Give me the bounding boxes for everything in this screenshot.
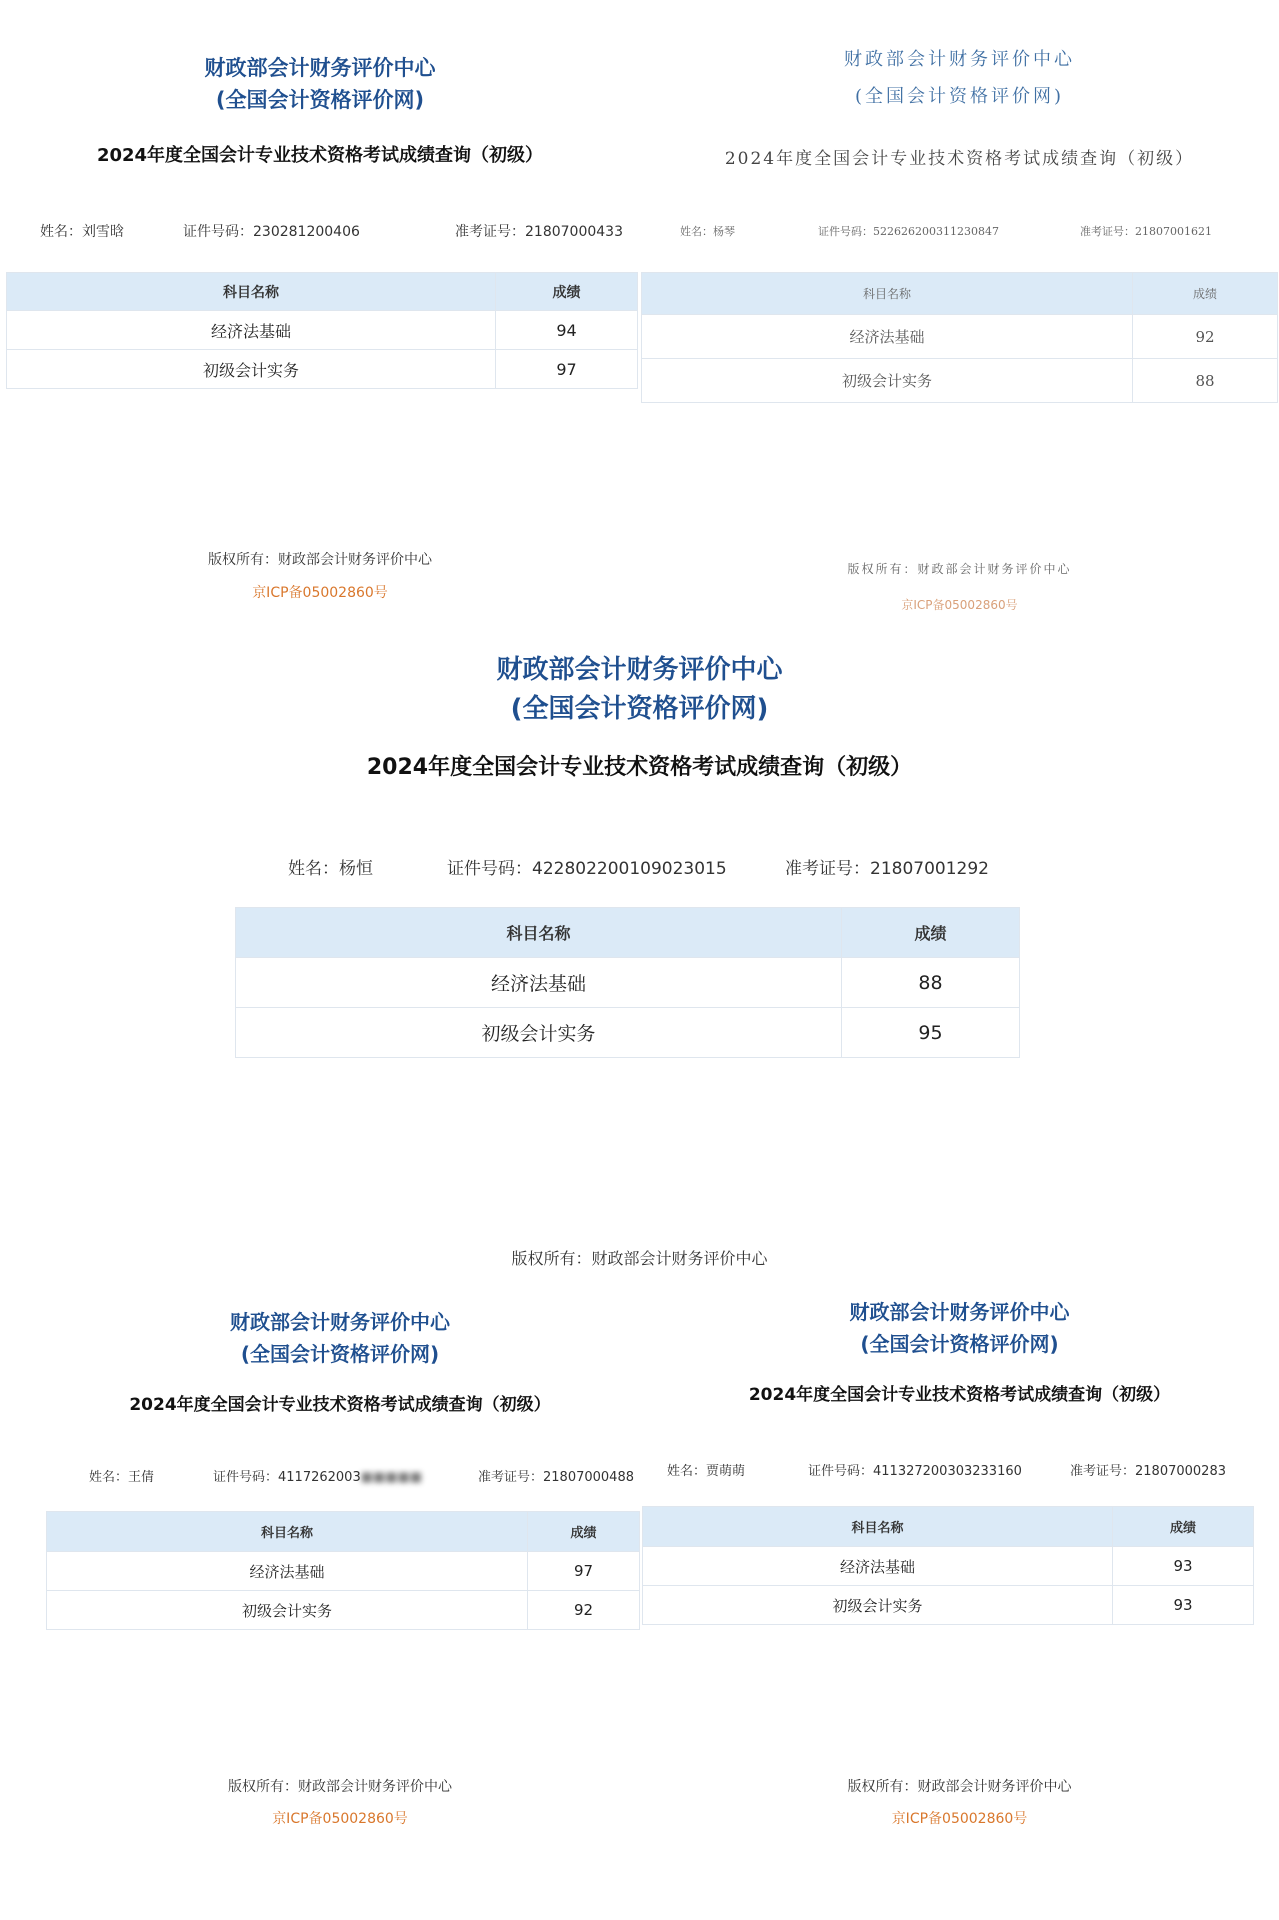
score-table (6, 272, 638, 389)
table-row (236, 1008, 1020, 1058)
table-row (236, 958, 1020, 1008)
subject-header: 科目名称 (236, 908, 842, 958)
exam-title: 2024年度全国会计专业技术资格考试成绩查询（初级） (748, 1385, 1171, 1405)
org-name: 财政部会计财务评价中心 (849, 1300, 1070, 1324)
exam-title: 2024年度全国会计专业技术资格考试成绩查询（初级） (724, 149, 1195, 169)
id-number: 证件号码：422802200109023015 (447, 859, 727, 879)
org-subtitle: (全国会计资格评价网) (240, 1342, 440, 1366)
id-number: 证件号码：230281200406 (183, 224, 360, 240)
ticket-number: 准考证号：21807000488 (478, 1470, 634, 1485)
candidate-name: 姓名：王倩 (89, 1470, 155, 1485)
score-card-3 (0, 630, 1279, 1280)
subject-cell: 经济法基础 (7, 311, 496, 350)
table-row (643, 1586, 1254, 1625)
subject-header: 科目名称 (47, 1512, 528, 1552)
ticket-number: 准考证号：21807001292 (785, 859, 989, 879)
score-header: 成绩 (528, 1512, 640, 1552)
org-subtitle: (全国会计资格评价网) (215, 88, 425, 112)
subject-cell: 初级会计实务 (47, 1591, 528, 1630)
table-row (47, 1591, 640, 1630)
score-cell: 95 (842, 1008, 1020, 1058)
org-subtitle: (全国会计资格评价网) (860, 1332, 1059, 1356)
exam-title: 2024年度全国会计专业技术资格考试成绩查询（初级） (366, 755, 913, 780)
id-number: 证件号码：4117262003■■■■■ (213, 1470, 423, 1485)
icp-link[interactable]: 京ICP备05002860号 (252, 585, 388, 601)
score-cell: 97 (528, 1552, 640, 1591)
table-row (47, 1552, 640, 1591)
copyright: 版权所有：财政部会计财务评价中心 (847, 1779, 1072, 1795)
subject-header: 科目名称 (643, 1507, 1113, 1547)
org-name: 财政部会计财务评价中心 (230, 1310, 450, 1334)
ticket-number: 准考证号：21807000433 (455, 224, 623, 240)
subject-cell: 经济法基础 (236, 958, 842, 1008)
score-header: 成绩 (1133, 273, 1278, 315)
subject-cell: 经济法基础 (642, 315, 1133, 359)
score-table (46, 1511, 640, 1630)
score-cell: 93 (1113, 1547, 1254, 1586)
id-number: 证件号码：411327200303233160 (808, 1464, 1022, 1479)
candidate-name: 姓名：刘雪晗 (40, 224, 124, 240)
table-row (643, 1547, 1254, 1586)
exam-title: 2024年度全国会计专业技术资格考试成绩查询（初级） (129, 1395, 551, 1415)
copyright: 版权所有：财政部会计财务评价中心 (228, 1779, 452, 1795)
score-card-5 (640, 1290, 1279, 1920)
exam-title: 2024年度全国会计专业技术资格考试成绩查询（初级） (96, 145, 544, 166)
subject-cell: 初级会计实务 (236, 1008, 842, 1058)
org-name: 财政部会计财务评价中心 (844, 49, 1075, 70)
subject-header: 科目名称 (642, 273, 1133, 315)
icp-link[interactable]: 京ICP备05002860号 (901, 598, 1018, 612)
icp-link[interactable]: 京ICP备05002860号 (272, 1811, 408, 1827)
org-subtitle: (全国会计资格评价网) (854, 86, 1065, 107)
score-cell: 94 (496, 311, 638, 350)
subject-cell: 初级会计实务 (643, 1586, 1113, 1625)
score-table (641, 272, 1278, 403)
copyright: 版权所有：财政部会计财务评价中心 (208, 552, 432, 568)
table-row (642, 315, 1278, 359)
score-table (642, 1506, 1254, 1625)
org-subtitle: (全国会计资格评价网) (510, 694, 769, 724)
score-cell: 93 (1113, 1586, 1254, 1625)
icp-link[interactable]: 京ICP备05002860号 (891, 1811, 1028, 1827)
subject-cell: 初级会计实务 (642, 359, 1133, 403)
subject-cell: 经济法基础 (643, 1547, 1113, 1586)
score-card-4 (40, 1290, 640, 1920)
org-name: 财政部会计财务评价中心 (204, 56, 436, 80)
candidate-name: 姓名：贾萌萌 (667, 1464, 746, 1479)
score-cell: 88 (842, 958, 1020, 1008)
id-number: 证件号码：522626200311230847 (818, 225, 999, 238)
score-cell: 92 (528, 1591, 640, 1630)
subject-cell: 经济法基础 (47, 1552, 528, 1591)
subject-header: 科目名称 (7, 273, 496, 311)
org-name: 财政部会计财务评价中心 (496, 655, 783, 685)
score-header: 成绩 (842, 908, 1020, 958)
score-cell: 88 (1133, 359, 1278, 403)
table-row (7, 311, 638, 350)
score-card-1 (0, 0, 640, 620)
table-row (642, 359, 1278, 403)
ticket-number: 准考证号：21807001621 (1080, 225, 1212, 238)
ticket-number: 准考证号：21807000283 (1070, 1464, 1226, 1479)
candidate-name: 姓名：杨琴 (680, 225, 735, 238)
copyright: 版权所有：财政部会计财务评价中心 (511, 1249, 768, 1268)
subject-cell: 初级会计实务 (7, 350, 496, 389)
redacted-id: ■■■■■ (360, 1470, 423, 1485)
score-table (235, 907, 1020, 1058)
copyright: 版权所有：财政部会计财务评价中心 (847, 562, 1072, 576)
score-card-2 (640, 0, 1279, 630)
table-row (7, 350, 638, 389)
score-header: 成绩 (1113, 1507, 1254, 1547)
score-header: 成绩 (496, 273, 638, 311)
candidate-name: 姓名：杨恒 (288, 859, 373, 879)
score-cell: 97 (496, 350, 638, 389)
score-cell: 92 (1133, 315, 1278, 359)
